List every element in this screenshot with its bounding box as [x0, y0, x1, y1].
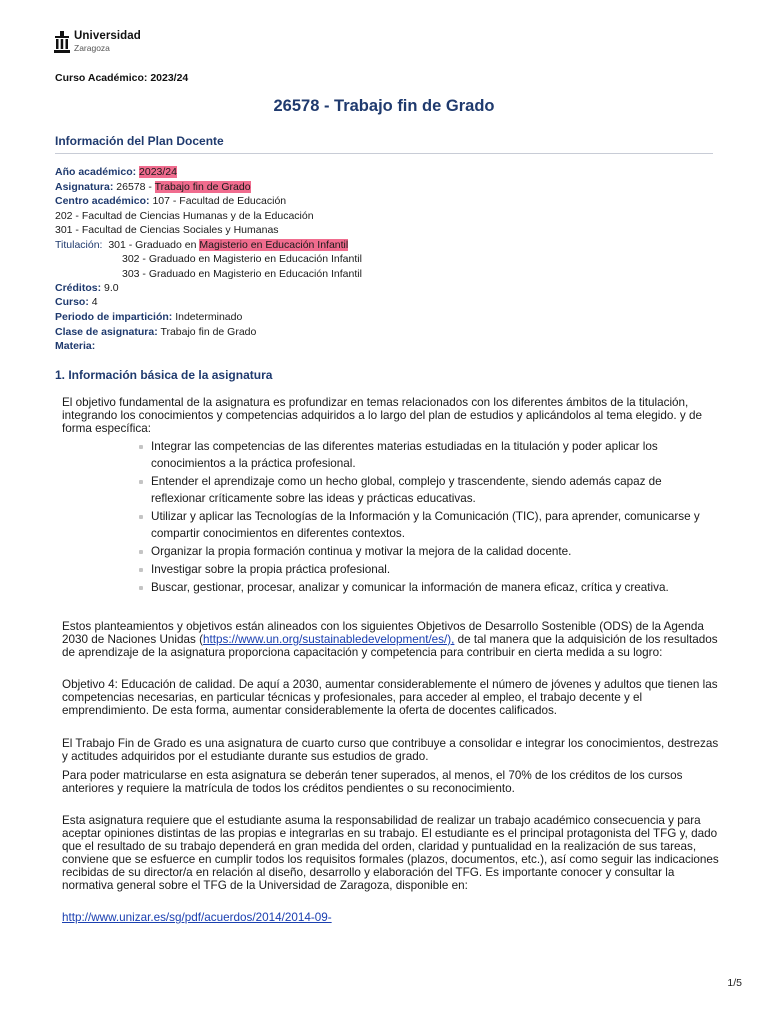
centro-extra-line: 202 - Facultad de Ciencias Humanas y de la Educación	[55, 210, 314, 222]
titulacion-extra-line: 302 - Graduado en Magisterio en Educación Infantil	[122, 253, 362, 265]
normativa-link-line	[62, 911, 332, 924]
curso-academico-value: 2023/24	[150, 72, 189, 84]
titulacion-name: Magisterio en Educación Infantil	[199, 239, 349, 251]
ods-text-after: de tal manera que la adquisición de los resultados de aprendizaje de la asignatura proporciona capacitación y competencia para contribuir en cierta medida a su logro:	[62, 633, 718, 659]
centro-academico-value: 107 - Facultad de Educación	[152, 195, 287, 207]
asignatura-code: 26578 -	[116, 181, 152, 193]
objetivo4-paragraph: Objetivo 4: Educación de calidad. De aquí a 2030, aumentar considerablemente el número de jóvenes y adultos que tienen las competencias necesarias, en particular técnicas y profesionales, para acceder al empleo, el trabajo decente y el emprendimiento. De esta forma, aumentar considerablemente la oferta de docentes calificados.	[62, 678, 718, 717]
asignatura-row	[55, 181, 251, 194]
logo-city-text: Zaragoza	[74, 42, 110, 53]
materia-row	[55, 340, 95, 353]
list-item: Integrar las competencias de las diferentes materias estudiadas en la titulación y poder aplicar los conocimientos a la práctica profesional.	[138, 438, 718, 472]
titulacion-label: Titulación:	[55, 239, 103, 251]
university-crest-icon	[54, 31, 70, 53]
page-title: 26578 - Trabajo fin de Grado	[273, 97, 495, 115]
asignatura-name: Trabajo fin de Grado	[154, 181, 251, 193]
asignatura-label: Asignatura:	[55, 181, 114, 193]
section-heading-informacion-basica: 1. Información básica de la asignatura	[55, 368, 273, 382]
centro-extra-line: 301 - Facultad de Ciencias Sociales y Humanas	[55, 224, 279, 236]
periodo-value: Indeterminado	[175, 311, 243, 323]
clase-label: Clase de asignatura:	[55, 326, 158, 338]
list-item: Organizar la propia formación continua y motivar la mejora de la calidad docente.	[138, 543, 718, 560]
ods-paragraph	[62, 620, 722, 659]
intro-paragraph: El objetivo fundamental de la asignatura es profundizar en temas relacionados con los diferentes ámbitos de la titulación, integrando los conocimientos y competencias adquiridos a lo largo del plan de estudios y aplicándolos al tema elegido. y de forma específica:	[62, 396, 702, 435]
centro-academico-label: Centro académico:	[55, 195, 150, 207]
list-item: Buscar, gestionar, procesar, analizar y comunicar la información de manera eficaz, crítica y creativa.	[138, 579, 718, 596]
page-number: 1/5	[727, 977, 742, 989]
titulacion-code: 301 - Graduado en	[108, 239, 197, 251]
curso-academico	[55, 72, 188, 84]
requisitos-paragraph: Esta asignatura requiere que el estudiante asuma la responsabilidad de realizar un trabajo académico consecuencia y para aceptar opiniones distintas de las propias e integrarlas en su trabajo. El estudiante es el principal protagonista del TFG y, dado que el resultado de su trabajo dependerá en gran medida del orden, claridad y puntualidad en la realización de sus tareas, conviene que se esfuerce en cumplir todos los requisitos formales (plazos, documentos, etc.), así como seguir las indicaciones recibidas de su director/a en relación al diseño, desarrollo y elaboración del TFG. Es importante conocer y consultar la normativa general sobre el TFG de la Universidad de Zaragoza, disponible en:	[62, 814, 719, 892]
ods-text-before: Estos planteamientos y objetivos están alineados con los siguientes Objetivos de Desarrollo Sostenible (ODS) de la Agenda 2030 de Naciones Unidas (	[62, 620, 704, 646]
anio-academico-value: 2023/24	[139, 166, 177, 178]
titulacion-row	[55, 239, 348, 252]
matricula-paragraph: Para poder matricularse en esta asignatura se deberán tener superados, al menos, el 70% de los créditos de los cursos anteriores y requiere la matrícula de todos los créditos pendientes o su reconocimiento.	[62, 769, 683, 795]
un-sdg-link[interactable]: https://www.un.org/sustainabledevelopment/es/),	[203, 633, 455, 646]
university-logo	[54, 31, 141, 53]
clase-row	[55, 326, 256, 339]
heading-divider	[55, 153, 713, 154]
curso-value: 4	[91, 296, 98, 308]
curso-academico-label: Curso Académico:	[55, 72, 148, 84]
periodo-row	[55, 311, 242, 324]
list-item: Utilizar y aplicar las Tecnologías de la Información y la Comunicación (TIC), para aprender, comunicarse y compartir conocimientos en diferentes contextos.	[138, 508, 718, 542]
list-item: Entender el aprendizaje como un hecho global, complejo y trascendente, siendo además capaz de reflexionar críticamente sobre las ideas y prácticas educativas.	[138, 473, 718, 507]
anio-academico-row	[55, 166, 177, 179]
creditos-row	[55, 282, 119, 295]
list-item: Investigar sobre la propia práctica profesional.	[138, 561, 718, 578]
creditos-value: 9.0	[104, 282, 119, 294]
curso-label: Curso:	[55, 296, 89, 308]
titulacion-extra-line: 303 - Graduado en Magisterio en Educación Infantil	[122, 268, 362, 280]
centro-academico-row	[55, 195, 286, 208]
curso-row	[55, 296, 98, 309]
materia-label: Materia:	[55, 340, 96, 352]
objectives-list	[138, 438, 718, 597]
plan-docente-heading: Información del Plan Docente	[55, 134, 224, 148]
clase-value: Trabajo fin de Grado	[160, 326, 257, 338]
creditos-label: Créditos:	[55, 282, 102, 294]
logo-university-text: Universidad	[74, 30, 141, 42]
tfg-paragraph: El Trabajo Fin de Grado es una asignatura de cuarto curso que contribuye a consolidar e integrar los conocimientos, destrezas y actitudes adquiridos por el estudiante durante sus estudios de grado.	[62, 737, 719, 763]
anio-academico-label: Año académico:	[55, 166, 137, 178]
normativa-link[interactable]: http://www.unizar.es/sg/pdf/acuerdos/2014/2014-09-	[62, 911, 332, 924]
periodo-label: Periodo de impartición:	[55, 311, 173, 323]
